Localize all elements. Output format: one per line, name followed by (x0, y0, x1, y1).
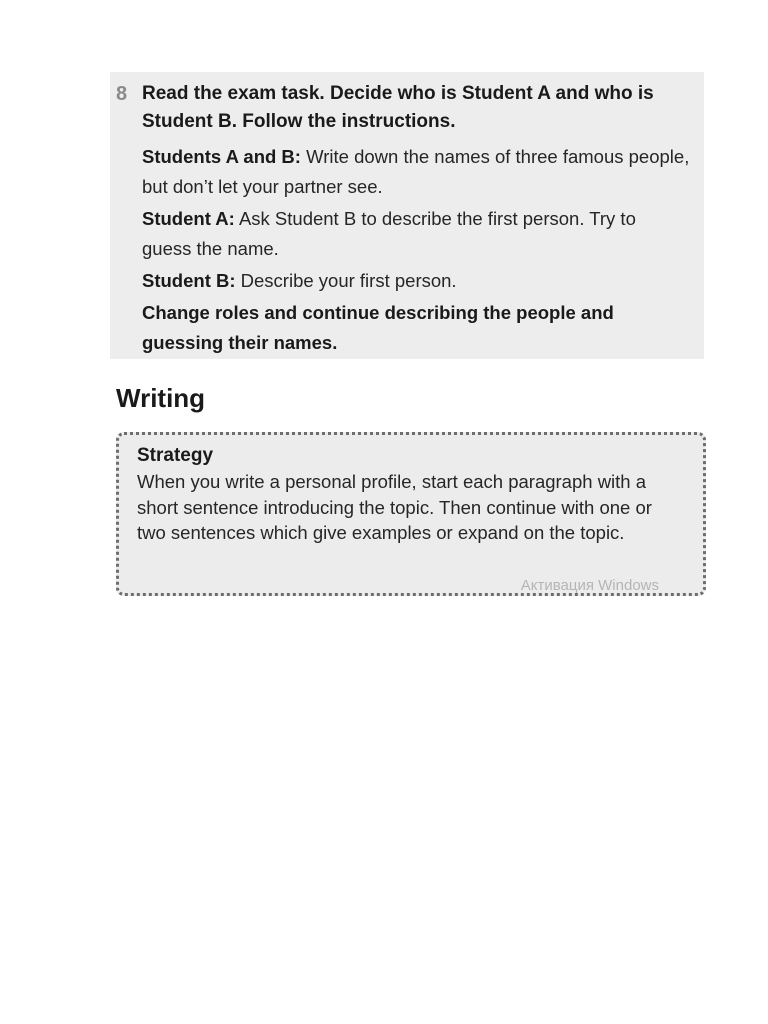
task-label: Student A: (142, 208, 235, 229)
exam-task-box (110, 72, 704, 359)
task-paragraph-student-b (142, 266, 690, 296)
task-final-instruction: Change roles and continue describing the people and guessing their names. (142, 302, 614, 353)
task-text: Ask Student B to describe the first person. Try to guess the name. (142, 208, 636, 259)
strategy-box (116, 432, 706, 596)
task-text: Write down the names of three famous people, but don’t let your partner see. (142, 146, 690, 197)
task-number: 8 (116, 83, 128, 105)
task-body (142, 80, 690, 358)
task-paragraph-students-a-b (142, 142, 690, 202)
task-label: Students A and B: (142, 146, 301, 167)
task-label: Student B: (142, 270, 236, 291)
activation-watermark: Активация Windows (520, 577, 659, 594)
task-text: Describe your first person. (235, 270, 457, 291)
task-paragraph-student-a (142, 204, 690, 264)
strategy-title: Strategy (137, 445, 214, 466)
writing-heading: Writing (116, 383, 206, 413)
task-heading: Read the exam task. Decide who is Student A and who is Student B. Follow the instructions. (142, 83, 654, 132)
exam-task-row (116, 80, 690, 358)
strategy-text: When you write a personal profile, start each paragraph with a short sentence introducing the topic. Then continue with one or two sentences which give examples or expand on the topic. (137, 471, 652, 543)
